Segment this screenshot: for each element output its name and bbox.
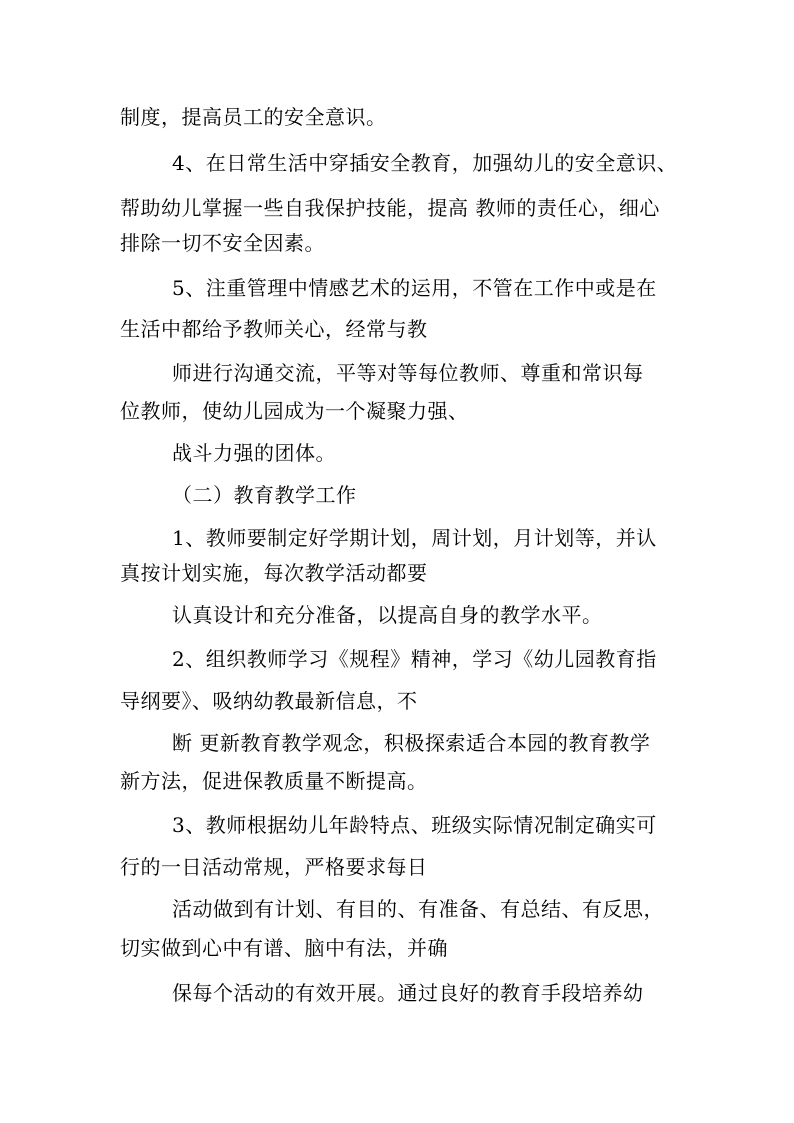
text-line: 切实做到心中有谱、脑中有法，并确 bbox=[120, 936, 448, 960]
text-line: 3、教师根据幼儿年龄特点、班级实际情况制定确实可 bbox=[172, 813, 657, 837]
text-line: 生活中都给予教师关心，经常与教 bbox=[120, 317, 428, 341]
text-line: 2、组织教师学习《规程》精神，学习《幼儿园教育指 bbox=[172, 647, 657, 671]
text-line: 师进行沟通交流，平等对等每位教师、尊重和常识每 bbox=[172, 361, 644, 385]
text-line: 新方法，促进保教质量不断提高。 bbox=[120, 769, 428, 793]
text-line: 断 更新教育教学观念，积极探索适合本园的教育教学 bbox=[172, 731, 651, 755]
text-line: 4、在日常生活中穿插安全教育，加强幼儿的安全意识、 bbox=[172, 151, 678, 175]
section-heading: （二）教育教学工作 bbox=[172, 483, 357, 507]
text-line: 行的一日活动常规，严格要求每日 bbox=[120, 855, 428, 879]
text-line: 战斗力强的团体。 bbox=[172, 441, 336, 465]
text-line: 5、注重管理中情感艺术的运用，不管在工作中或是在 bbox=[172, 276, 657, 300]
text-line: 制度，提高员工的安全意识。 bbox=[120, 105, 387, 129]
text-line: 活动做到有计划、有目的、有准备、有总结、有反思， bbox=[172, 897, 664, 921]
text-line: 导纲要》、吸纳幼教最新信息，不 bbox=[120, 689, 418, 713]
text-line: 保每个活动的有效开展。通过良好的教育手段培养幼 bbox=[172, 981, 644, 1005]
text-line: 真按计划实施，每次教学活动都要 bbox=[120, 561, 428, 585]
text-line: 位教师，使幼儿园成为一个凝聚力强、 bbox=[120, 399, 469, 423]
text-line: 帮助幼儿掌握一些自我保护技能，提高 教师的责任心，细心 bbox=[120, 196, 660, 220]
text-line: 认真设计和充分准备，以提高自身的教学水平。 bbox=[172, 603, 603, 627]
text-line: 1、教师要制定好学期计划，周计划，月计划等，并认 bbox=[172, 526, 657, 550]
text-line: 排除一切不安全因素。 bbox=[120, 231, 325, 255]
